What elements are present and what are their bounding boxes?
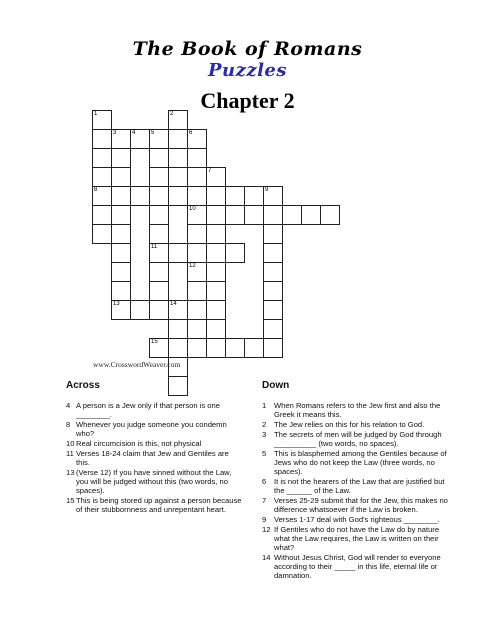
clue-item [66,496,244,515]
crossword-cell[interactable] [111,281,131,301]
clue-item-number: 7 [262,495,267,505]
clue-item [262,401,448,420]
crossword-cell[interactable] [263,186,283,206]
crossword-cell[interactable] [206,281,226,301]
crossword-cell[interactable] [187,167,207,187]
crossword-cell[interactable] [206,338,226,358]
crossword-cell[interactable] [149,224,169,244]
crossword-cell[interactable] [111,186,131,206]
clue-item [66,420,244,439]
crossword-cell[interactable] [168,338,188,358]
crossword-cell[interactable] [263,224,283,244]
crossword-cell[interactable] [244,338,264,358]
clue-item [66,449,244,468]
crossword-cell[interactable] [130,129,150,149]
clue-item-number: 14 [262,552,271,562]
crossword-cell[interactable] [206,319,226,339]
crossword-cell[interactable] [111,148,131,168]
credit-text: www.CrosswordWeaver.com [93,360,181,369]
crossword-cell[interactable] [187,300,207,320]
crossword-cell[interactable] [168,300,188,320]
clue-number: 14 [170,301,177,307]
clue-item [262,420,448,429]
clue-item-text: Verses 18-24 claim that Jew and Gentiles are this. [76,448,229,467]
crossword-cell[interactable] [187,243,207,263]
crossword-cell[interactable] [92,167,112,187]
clue-item-number: 12 [262,524,271,534]
clue-item-number: 1 [262,401,267,410]
clue-item [66,468,244,496]
clue-item-number: 5 [262,448,267,458]
clue-item-number: 13 [66,467,75,477]
crossword-cell[interactable] [206,167,226,187]
clue-number: 3 [113,130,117,136]
crossword-cell[interactable] [111,167,131,187]
clue-item-text: Verses 25-29 submit that for the Jew, this makes no difference whatsoever if the Law is broken. [274,495,448,515]
crossword-cell[interactable] [111,262,131,282]
crossword-cell[interactable] [92,110,112,130]
crossword-cell[interactable] [263,205,283,225]
crossword-cell[interactable] [168,319,188,339]
clue-number: 4 [132,130,136,136]
clue-item-number: 9 [262,514,267,524]
clue-item-number: 2 [262,419,267,429]
across-heading: Across [66,380,100,391]
clue-item-text: Real circumcision is this, not physical [76,438,202,448]
clue-item-text: This is being stored up against a person because of their stubbornness and unrepentant heart. [76,495,242,515]
crossword-cell[interactable] [92,224,112,244]
clue-number: 1 [94,111,98,117]
crossword-cell[interactable] [92,186,112,206]
crossword-cell[interactable] [130,186,150,206]
crossword-cell[interactable] [263,281,283,301]
clue-item [262,430,448,449]
crossword-cell[interactable] [149,243,169,263]
clue-item-number: 6 [262,476,267,486]
down-clue-list [262,401,448,581]
clue-number: 7 [208,168,212,174]
crossword-cell[interactable] [282,205,302,225]
clue-item-number: 3 [262,429,267,439]
clue-number: 15 [151,339,158,345]
clue-item-text: Whenever you judge someone you condemn who? [76,419,227,439]
clue-item [262,449,448,477]
crossword-cell[interactable] [168,376,188,396]
crossword-cell[interactable] [206,186,226,206]
chapter-heading: Chapter 2 [200,88,295,113]
crossword-cell[interactable] [187,129,207,149]
clue-item-text: This is blasphemed among the Gentiles because of Jews who do not keep the Law (three words, no spaces). [274,448,447,477]
clue-item [262,496,448,515]
crossword-cell[interactable] [168,148,188,168]
crossword-cell[interactable] [244,186,264,206]
crossword-cell[interactable] [187,281,207,301]
crossword-cell[interactable] [225,243,245,263]
crossword-cell[interactable] [168,110,188,130]
crossword-cell[interactable] [149,300,169,320]
clue-number: 10 [189,206,196,212]
crossword-cell[interactable] [149,129,169,149]
crossword-cell[interactable] [111,224,131,244]
clue-item-text: The secrets of men will be judged by God through __________ (two words, no spaces). [274,429,442,448]
crossword-cell[interactable] [206,205,226,225]
crossword-cell[interactable] [168,129,188,149]
clue-item-text: If Gentiles who do not have the Law do by nature what the Law requires, the Law is written on their what? [274,524,440,553]
crossword-cell[interactable] [149,167,169,187]
clue-item-text: The Jew relies on this for his relation to God. [274,419,425,429]
crossword-cell[interactable] [168,243,188,263]
clue-item-number: 15 [66,495,75,505]
crossword-cell[interactable] [111,205,131,225]
clue-item-number: 11 [66,448,74,458]
clue-number: 13 [113,301,120,307]
crossword-cell[interactable] [225,205,245,225]
crossword-cell[interactable] [92,205,112,225]
crossword-cell[interactable] [130,300,150,320]
crossword-cell[interactable] [320,205,340,225]
crossword-cell[interactable] [187,148,207,168]
crossword-cell[interactable] [187,186,207,206]
clue-number: 11 [151,244,158,250]
crossword-cell[interactable] [111,300,131,320]
clue-item-number: 10 [66,438,75,448]
crossword-cell[interactable] [263,319,283,339]
crossword-cell[interactable] [92,148,112,168]
crossword-cell[interactable] [263,338,283,358]
crossword-cell[interactable] [149,281,169,301]
crossword-cell[interactable] [187,262,207,282]
clue-item [66,439,244,448]
crossword-cell[interactable] [187,338,207,358]
clue-item-number: 4 [66,401,71,410]
crossword-cell[interactable] [149,205,169,225]
crossword-cell[interactable] [263,243,283,263]
crossword-cell[interactable] [206,262,226,282]
crossword-cell[interactable] [206,300,226,320]
clue-item [66,401,244,420]
crossword-cell[interactable] [111,129,131,149]
crossword-cell[interactable] [187,319,207,339]
crossword-cell[interactable] [301,205,321,225]
clue-number: 8 [94,187,98,193]
clue-item-text: When Romans refers to the Jew first and also the Greek it means this. [274,401,441,420]
clue-item-text: Verses 1-17 deal with God's righteous ________. [274,514,440,524]
clue-number: 9 [265,187,269,193]
down-heading: Down [262,380,290,391]
puzzle-title: The Book of Romans [132,38,363,60]
clue-number: 12 [189,263,196,269]
crossword-cell[interactable] [225,186,245,206]
crossword-cell[interactable] [149,338,169,358]
crossword-cell[interactable] [168,186,188,206]
across-clue-list [66,401,244,515]
clue-item-text: (Verse 12) If you have sinned without the Law, you will be judged without this (two words, no spaces). [76,467,232,496]
clue-item [262,553,448,581]
crossword-cell[interactable] [187,205,207,225]
crossword-cell[interactable] [206,243,226,263]
crossword-cell[interactable] [263,262,283,282]
crossword-cell[interactable] [149,262,169,282]
clue-item [262,477,448,496]
crossword-cell[interactable] [149,186,169,206]
crossword-cell[interactable] [187,224,207,244]
crossword-cell[interactable] [225,338,245,358]
clue-item [262,515,448,524]
crossword-cell[interactable] [206,224,226,244]
crossword-cell[interactable] [263,300,283,320]
clue-number: 2 [170,111,174,117]
crossword-cell[interactable] [244,205,264,225]
clue-number: 6 [189,130,193,136]
puzzle-subtitle: Puzzles [208,60,287,81]
clue-item [262,525,448,553]
crossword-cell[interactable] [92,129,112,149]
clue-item-text: A person is a Jew only if that person is one ________. [76,401,220,420]
clue-item-text: It is not the hearers of the Law that are justified but the ______ of the Law. [274,476,445,496]
clue-number: 5 [151,130,155,136]
clue-item-text: Without Jesus Christ, God will render to everyone according to their _____ in this life, eternal life or damnation. [274,552,441,581]
crossword-cell[interactable] [149,148,169,168]
clue-item-number: 8 [66,419,71,429]
crossword-cell[interactable] [111,243,131,263]
